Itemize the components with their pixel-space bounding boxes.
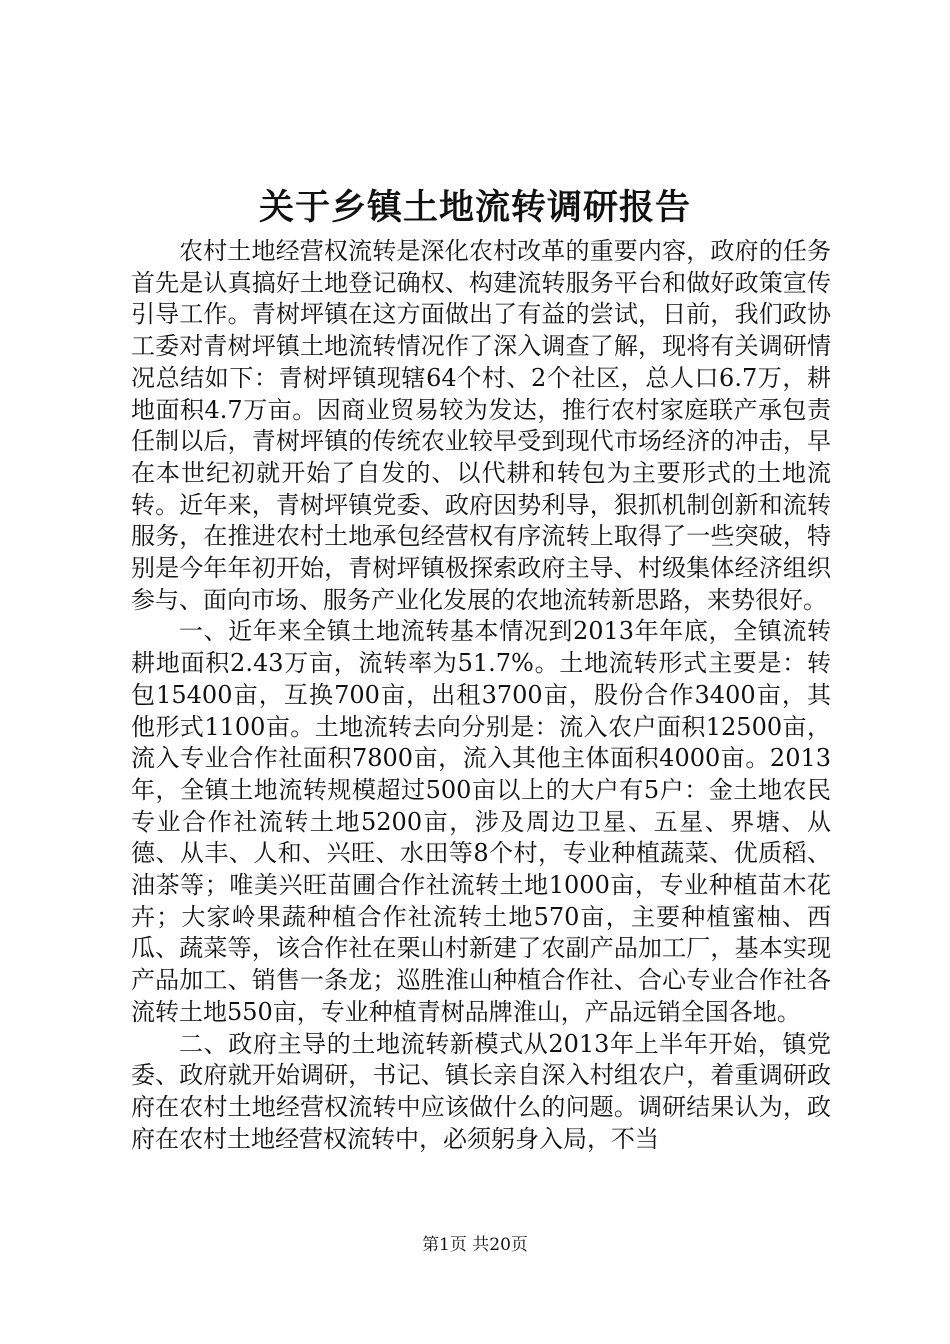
paragraph-section-2: 二、政府主导的土地流转新模式从2013年上半年开始，镇党委、政府就开始调研，书记、镇长亲自深入村组农户，着重调研政府在农村土地经营权流转中应该做什么的问题。调研结果认为，政府在农村土地经营权流转中，必须躬身入局，不当 (131, 1029, 831, 1153)
paragraph-intro: 农村土地经营权流转是深化农村改革的重要内容，政府的任务首先是认真搞好土地登记确权、构建流转服务平台和做好政策宣传引导工作。青树坪镇在这方面做出了有益的尝试，日前，我们政协工委对青树坪镇土地流转情况作了深入调查了解，现将有关调研情况总结如下：青树坪镇现辖64个村、2个社区，总人口6.7万，耕地面积4.7万亩。因商业贸易较为发达，推行农村家庭联产承包责任制以后，青树坪镇的传统农业较早受到现代市场经济的冲击，早在本世纪初就开始了自发的、以代耕和转包为主要形式的土地流转。近年来，青树坪镇党委、政府因势利导，狠抓机制创新和流转服务，在推进农村土地承包经营权有序流转上取得了一些突破，特别是今年年初开始，青树坪镇极探索政府主导、村级集体经济组织参与、面向市场、服务产业化发展的农地流转新思路，来势很好。 (131, 237, 831, 614)
document-body (131, 236, 831, 1155)
document-title: 关于乡镇土地流转调研报告 (258, 187, 691, 228)
paragraph-section-1: 一、近年来全镇土地流转基本情况到2013年年底，全镇流转耕地面积2.43万亩，流转率为51.7%。土地流转形式主要是：转包15400亩，互换700亩，出租3700亩，股份合作3400亩，其他形式1100亩。土地流转去向分别是：流入农户面积12500亩，流入专业合作社面积7800亩，流入其他主体面积4000亩。2013年，全镇土地流转规模超过500亩以上的大户有5户：金土地农民专业合作社流转土地5200亩，涉及周边卫星、五星、界塘、从德、从丰、人和、兴旺、水田等8个村，专业种植蔬菜、优质稻、油茶等；唯美兴旺苗圃合作社流转土地1000亩，专业种植苗木花卉；大家岭果蔬种植合作社流转土地570亩，主要种植蜜柚、西瓜、蔬菜等，该合作社在栗山村新建了农副产品加工厂，基本实现产品加工、销售一条龙；巡胜淮山种植合作社、合心专业合作社各流转土地550亩，专业种植青树品牌淮山，产品远销全国各地。 (131, 617, 831, 1026)
page-number-footer: 第1页 共20页 (422, 1235, 528, 1255)
